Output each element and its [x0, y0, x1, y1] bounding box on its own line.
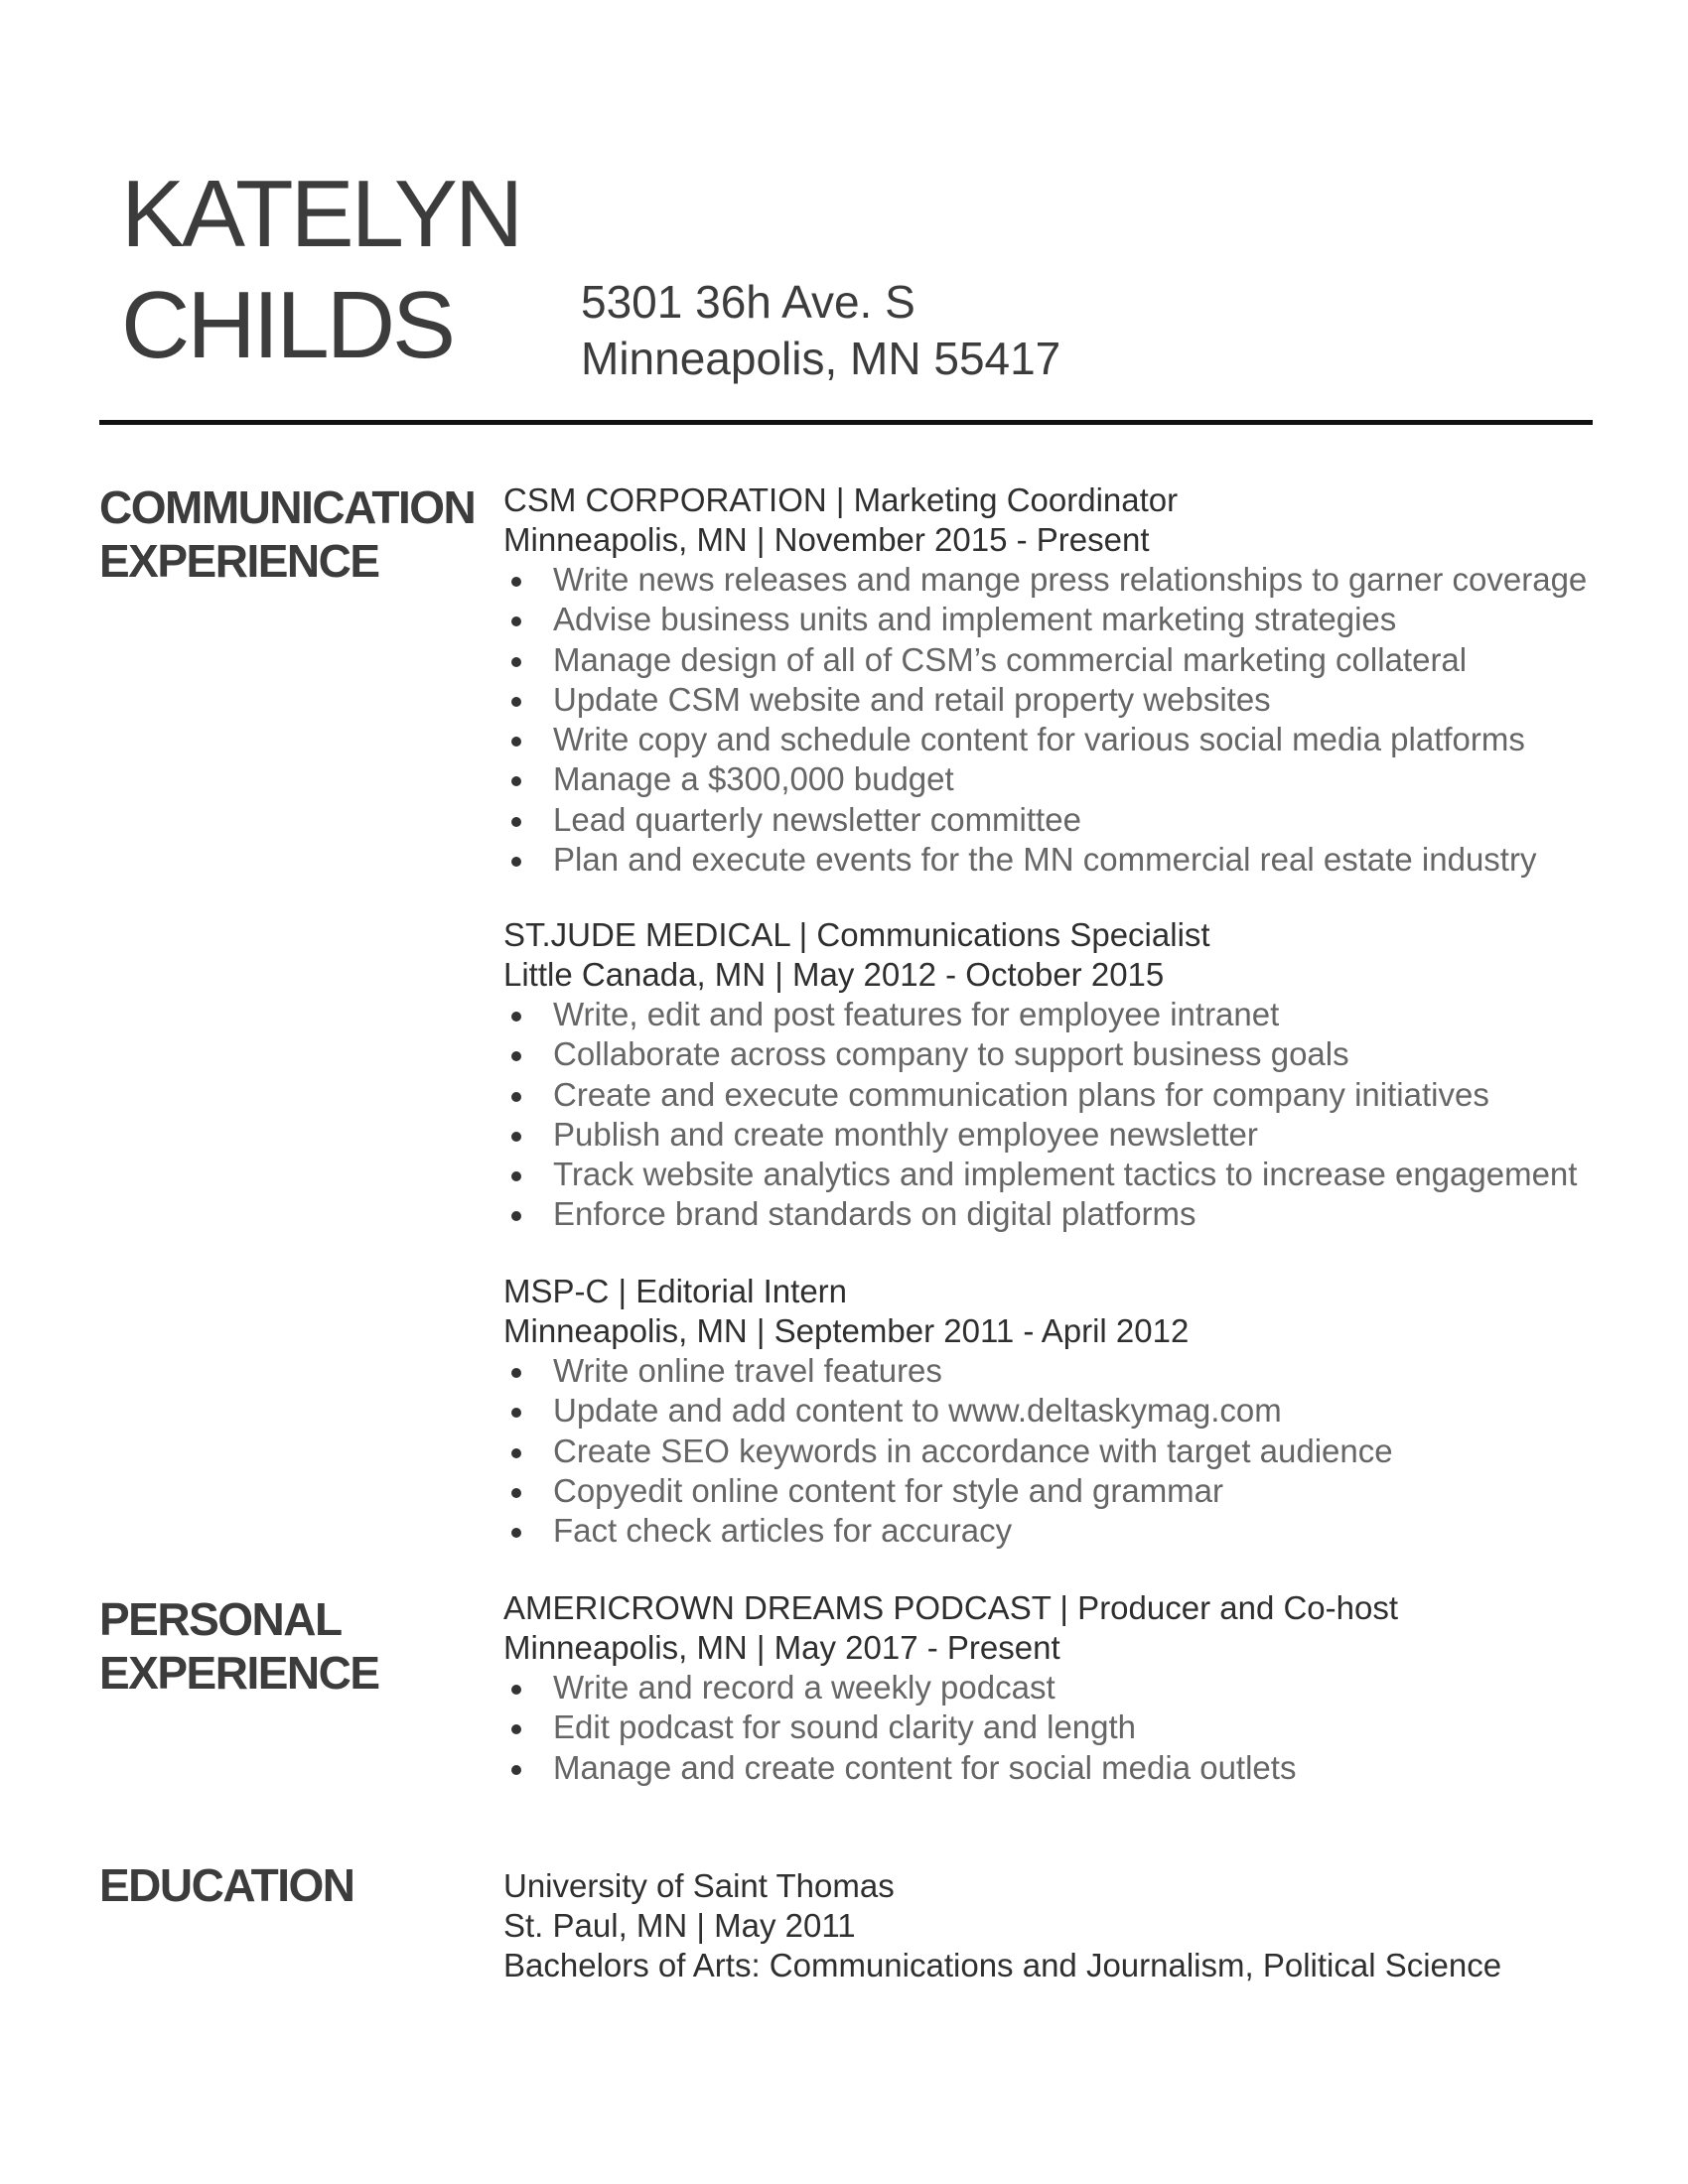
list-item: Collaborate across company to support business goals — [503, 1034, 1596, 1074]
section-title-education: EDUCATION — [99, 1859, 354, 1911]
job-bullet-list — [503, 560, 1596, 880]
list-item: Write, edit and post features for employee intranet — [503, 995, 1596, 1034]
section-title-line: EXPERIENCE — [99, 535, 379, 587]
job-heading: CSM CORPORATION | Marketing Coordinator — [503, 481, 1179, 518]
list-item: Manage and create content for social media outlets — [503, 1748, 1596, 1788]
job-entry-msp-c — [503, 1272, 1596, 1551]
list-item: Write and record a weekly podcast — [503, 1668, 1596, 1707]
list-item: Enforce brand standards on digital platforms — [503, 1194, 1596, 1234]
job-heading: MSP-C | Editorial Intern — [503, 1273, 848, 1309]
address-line-2: Minneapolis, MN 55417 — [581, 333, 1061, 384]
list-item: Manage design of all of CSM’s commercial marketing collateral — [503, 640, 1596, 680]
job-entry-st-jude — [503, 915, 1596, 1235]
list-item: Copyedit online content for style and grammar — [503, 1471, 1596, 1511]
address-line-1: 5301 36h Ave. S — [581, 276, 915, 328]
list-item: Create SEO keywords in accordance with target audience — [503, 1432, 1596, 1471]
job-subheading: Minneapolis, MN | November 2015 - Present — [503, 521, 1150, 558]
list-item: Edit podcast for sound clarity and length — [503, 1707, 1596, 1747]
job-subheading: Minneapolis, MN | September 2011 - April 2012 — [503, 1312, 1190, 1349]
last-name: CHILDS — [121, 272, 454, 378]
list-item: Publish and create monthly employee newsletter — [503, 1115, 1596, 1155]
job-entry-americrown — [503, 1588, 1596, 1788]
section-title-line: EXPERIENCE — [99, 1647, 379, 1699]
job-bullet-list — [503, 1351, 1596, 1551]
list-item: Write copy and schedule content for various social media platforms — [503, 720, 1596, 759]
header-divider — [99, 420, 1593, 425]
job-bullet-list — [503, 995, 1596, 1235]
list-item: Fact check articles for accuracy — [503, 1511, 1596, 1551]
degree: Bachelors of Arts: Communications and Journalism, Political Science — [503, 1947, 1502, 1983]
list-item: Track website analytics and implement tactics to increase engagement — [503, 1155, 1596, 1194]
job-heading: AMERICROWN DREAMS PODCAST | Producer and Co-host — [503, 1589, 1399, 1626]
list-item: Lead quarterly newsletter committee — [503, 800, 1596, 840]
list-item: Write online travel features — [503, 1351, 1596, 1391]
list-item: Write news releases and mange press relationships to garner coverage — [503, 560, 1596, 600]
section-title-personal-experience — [99, 1592, 379, 1700]
section-title-line: COMMUNICATION — [99, 481, 476, 533]
list-item: Create and execute communication plans for company initiatives — [503, 1075, 1596, 1115]
section-title-line: PERSONAL — [99, 1593, 342, 1645]
section-title-communication-experience — [99, 480, 475, 588]
school-name: University of Saint Thomas — [503, 1867, 895, 1904]
list-item: Plan and execute events for the MN commercial real estate industry — [503, 840, 1596, 880]
job-entry-csm — [503, 480, 1596, 880]
address — [581, 274, 1060, 387]
job-bullet-list — [503, 1668, 1596, 1788]
education-entry — [503, 1866, 1596, 1985]
list-item: Advise business units and implement marketing strategies — [503, 600, 1596, 639]
candidate-name — [121, 159, 520, 381]
job-heading: ST.JUDE MEDICAL | Communications Specialist — [503, 916, 1210, 953]
first-name: KATELYN — [121, 161, 521, 267]
job-subheading: Little Canada, MN | May 2012 - October 2015 — [503, 956, 1165, 993]
list-item: Update CSM website and retail property websites — [503, 680, 1596, 720]
list-item: Update and add content to www.deltaskymag.com — [503, 1391, 1596, 1431]
education-location-date: St. Paul, MN | May 2011 — [503, 1907, 856, 1944]
job-subheading: Minneapolis, MN | May 2017 - Present — [503, 1629, 1060, 1666]
list-item: Manage a $300,000 budget — [503, 759, 1596, 799]
